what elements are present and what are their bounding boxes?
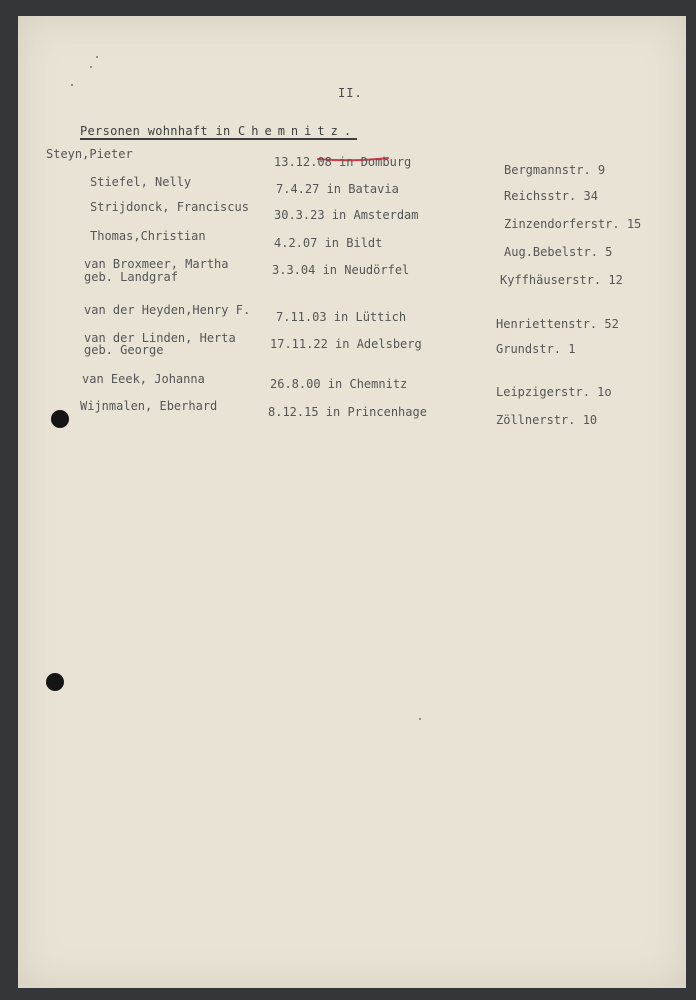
entry-birth: 30.3.23 in Amsterdam: [274, 208, 419, 222]
entry-name: Stiefel, Nelly: [90, 175, 192, 189]
entry-name: Thomas,Christian: [90, 229, 206, 243]
entry-address: Henriettenstr. 52: [496, 317, 619, 331]
entry-name: van Broxmeer, Martha: [84, 257, 229, 271]
entry-birth: 3.3.04 in Neudörfel: [272, 263, 410, 277]
entry-name-maiden: geb. Landgraf: [84, 270, 178, 284]
heading-prefix: Personen wohnhaft in: [80, 124, 239, 138]
page-number: II.: [338, 86, 363, 100]
entry-address: Zöllnerstr. 10: [496, 413, 598, 427]
entry-name: Steyn,Pieter: [46, 147, 133, 161]
entry-name: van der Heyden,Henry F.: [84, 303, 251, 317]
entry-address: Zinzendorferstr. 15: [504, 217, 642, 231]
entry-birth: 7.4.27 in Batavia: [276, 182, 399, 196]
entry-address: Bergmannstr. 9: [504, 163, 606, 177]
entry-birth: 8.12.15 in Princenhage: [268, 405, 427, 419]
entry-name: van der Linden, Herta: [84, 331, 236, 345]
binder-hole-top: [51, 410, 69, 428]
entry-name-maiden: geb. George: [84, 343, 164, 357]
entry-birth: 26.8.00 in Chemnitz: [270, 377, 408, 391]
entry-address: Grundstr. 1: [496, 342, 576, 356]
heading-city: Chemnitz.: [238, 124, 358, 138]
entry-birth: 4.2.07 in Bildt: [274, 236, 383, 250]
entry-name: Wijnmalen, Eberhard: [80, 399, 218, 413]
entry-address: Reichsstr. 34: [504, 189, 598, 203]
document-page: [18, 16, 686, 988]
entry-address: Kyffhäuserstr. 12: [500, 273, 623, 287]
binder-hole-bottom: [46, 673, 64, 691]
entry-birth: 7.11.03 in Lüttich: [276, 310, 407, 324]
entry-address: Leipzigerstr. 1o: [496, 385, 612, 399]
entry-birth: 13.12.08 in Domburg: [274, 155, 412, 169]
entry-name: van Eeek, Johanna: [82, 372, 205, 386]
list-heading: [80, 124, 357, 138]
entry-address: Aug.Bebelstr. 5: [504, 245, 613, 259]
entry-birth: 17.11.22 in Adelsberg: [270, 337, 422, 351]
entry-name: Strijdonck, Franciscus: [90, 200, 249, 214]
